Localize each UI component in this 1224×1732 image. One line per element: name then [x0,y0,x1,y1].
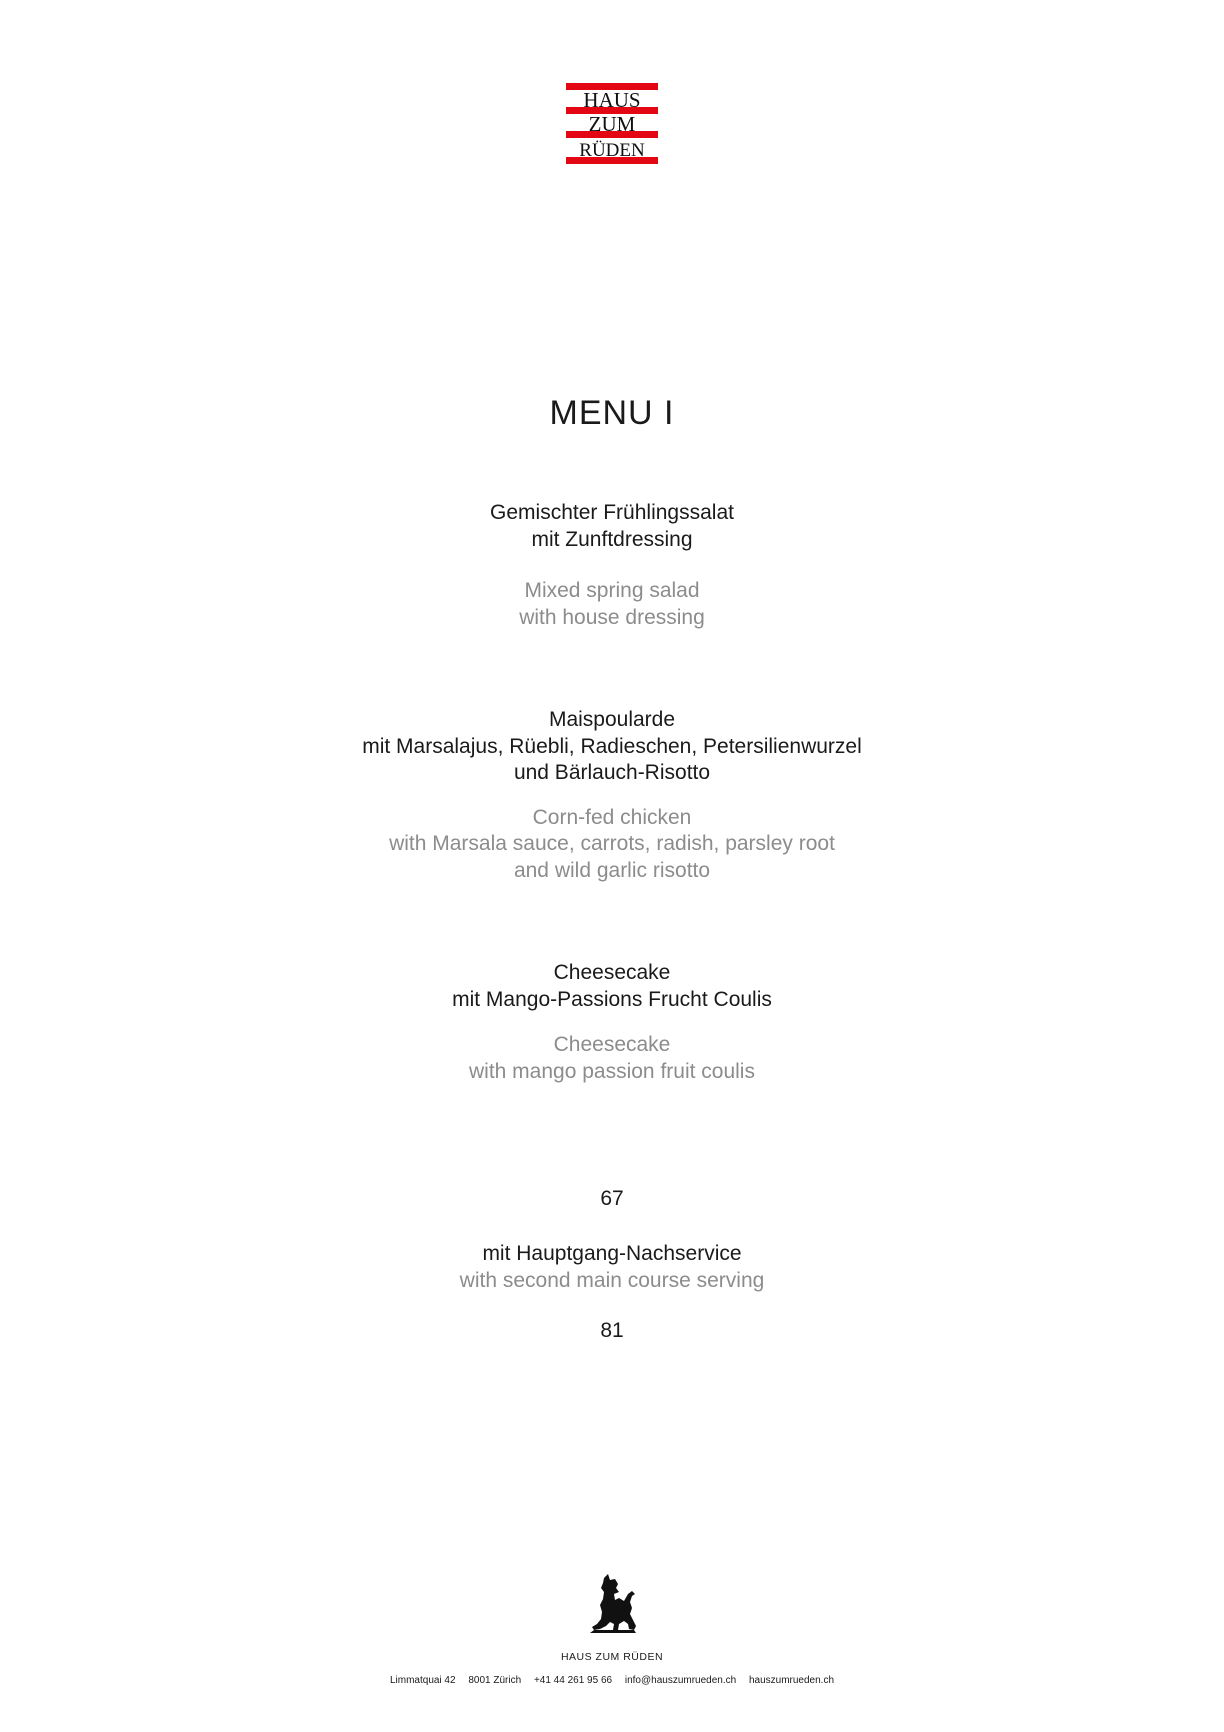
course-de-line: mit Mango-Passions Frucht Coulis [452,987,772,1011]
course-en [0,578,1224,631]
course-de-line: Maispoularde [548,708,676,731]
course-en [0,805,1224,885]
course-en-line: and wild garlic risotto [513,858,711,882]
course-de-line: Cheesecake [553,961,671,984]
extra-de: mit Hauptgang-Nachservice [482,1242,742,1265]
course-de [0,707,1224,787]
extra-option [0,1241,1224,1294]
footer-phone[interactable]: +41 44 261 95 66 [533,1675,613,1686]
course-de [0,960,1224,1013]
course-de [0,500,1224,553]
course-dessert [0,960,1224,1085]
extra-en: with second main course serving [459,1268,765,1292]
course-de-line: mit Zunftdressing [531,527,693,551]
course-en-line: with mango passion fruit coulis [469,1059,755,1083]
haus-zum-rueden-logo [566,83,658,169]
course-en-line: Corn-fed chicken [532,805,692,829]
course-starter [0,500,1224,631]
course-en-line: Mixed spring salad [524,579,700,602]
course-main [0,707,1224,884]
course-en [0,1032,1224,1085]
footer-city: 8001 Zürich [468,1675,522,1686]
dog-emblem-icon [588,1574,638,1634]
menu-title: MENU I [549,394,675,432]
logo-line-2: ZUM [588,112,636,136]
course-en-line: with house dressing [519,605,705,629]
menu-price: 67 [600,1187,624,1210]
footer-contact [0,1675,1224,1686]
logo-line-3: RÜDEN [579,140,645,161]
course-en-line: with Marsala sauce, carrots, radish, parsley root [389,832,835,855]
logo-line-1: HAUS [583,88,641,112]
footer-address: Limmatquai 42 [389,1675,456,1686]
course-en-line: Cheesecake [553,1033,671,1056]
course-de-line: Gemischter Frühlingssalat [490,501,734,524]
footer-restaurant-name: HAUS ZUM RÜDEN [560,1651,664,1663]
course-de-line: und Bärlauch-Risotto [513,761,711,784]
course-de-line: mit Marsalajus, Rüebli, Radieschen, Petersilienwurzel [362,734,862,758]
footer-website[interactable]: hauszumrueden.ch [748,1675,835,1686]
extra-price: 81 [600,1319,624,1342]
footer-email[interactable]: info@hauszumrueden.ch [624,1675,737,1686]
